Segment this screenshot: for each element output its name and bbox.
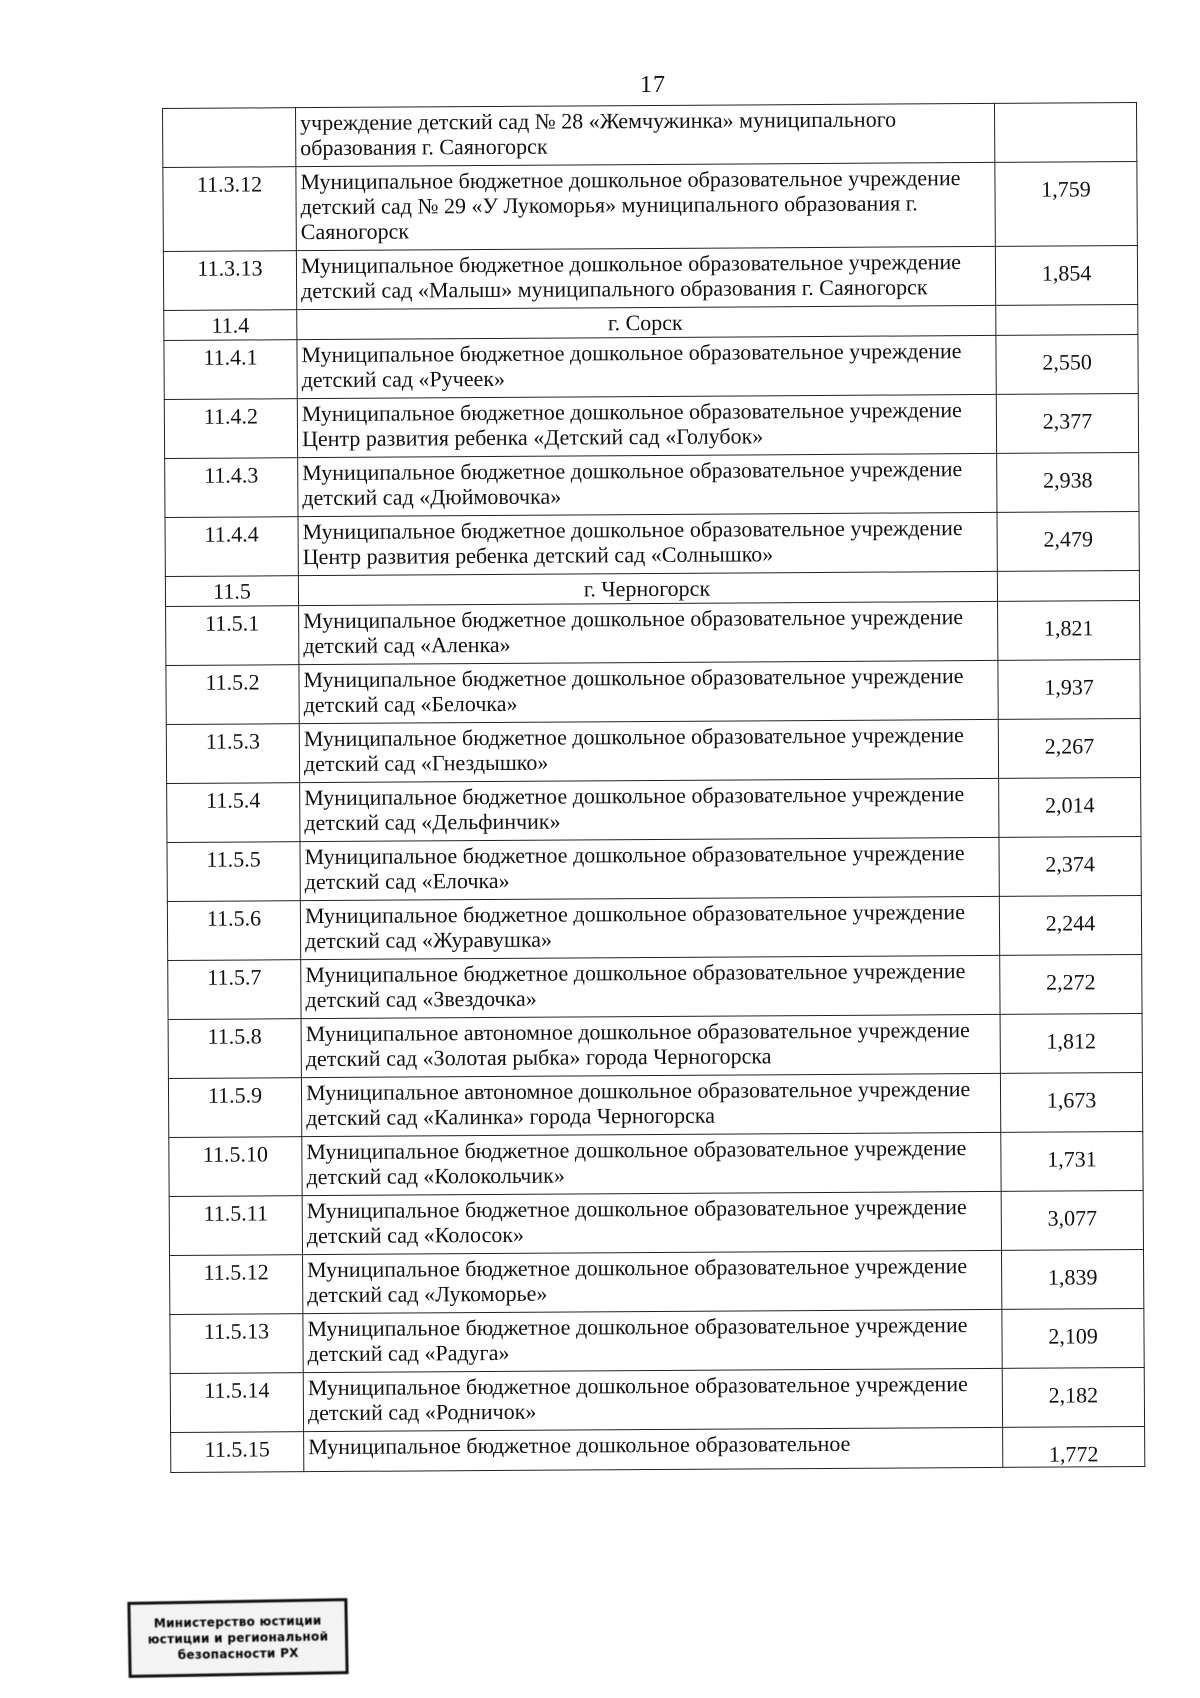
value-cell: 2,267 [998, 719, 1140, 779]
institution-name-cell: Муниципальное бюджетное дошкольное образовательное учреждение детский сад «Радуга» [303, 1309, 1002, 1372]
value-cell: 1,673 [1000, 1073, 1142, 1133]
table-row [166, 719, 1140, 784]
row-number-cell: 11.5.1 [166, 606, 299, 666]
institution-name-cell: Муниципальное бюджетное дошкольное образовательное учреждение детский сад «Аленка» [299, 601, 998, 664]
value-cell: 1,854 [995, 246, 1137, 306]
row-number-cell: 11.5.5 [167, 842, 300, 902]
row-number-cell: 11.5.6 [167, 901, 300, 961]
value-cell [996, 305, 1138, 336]
stamp-line: юстиции и региональной [147, 1629, 329, 1647]
institution-name-cell: Муниципальное бюджетное дошкольное образовательное учреждение детский сад «Ручеек» [297, 335, 996, 398]
table-row [170, 1250, 1144, 1315]
row-number-cell: 11.5.7 [168, 960, 301, 1020]
value-cell: 2,109 [1002, 1309, 1144, 1369]
row-number-cell [163, 108, 296, 168]
registration-stamp [127, 1598, 348, 1678]
value-cell: 1,821 [998, 601, 1140, 661]
tariff-table-wrapper [162, 108, 1137, 1473]
row-number-cell: 11.5.11 [169, 1196, 302, 1256]
value-cell: 2,244 [999, 896, 1141, 956]
value-cell: 2,550 [996, 335, 1138, 395]
table-row [169, 1132, 1143, 1197]
institution-name-cell: Муниципальное бюджетное дошкольное образовательное учреждение детский сад «Лукоморье» [303, 1250, 1002, 1313]
value-cell: 1,812 [1000, 1014, 1142, 1074]
row-number-cell: 11.5.2 [166, 665, 299, 725]
table-body [163, 103, 1145, 1473]
table-row [167, 896, 1141, 961]
table-row [168, 1014, 1142, 1079]
table-row [171, 1427, 1145, 1473]
row-number-cell: 11.5.14 [170, 1373, 303, 1433]
table-row [169, 1191, 1143, 1256]
institution-name-cell: учреждение детский сад № 28 «Жемчужинка» муниципального образования г. Саяногорск [296, 103, 995, 166]
row-number-cell: 11.5.15 [171, 1432, 304, 1473]
institution-name-cell: Муниципальное бюджетное дошкольное образовательное учреждение детский сад «Колосок» [302, 1191, 1001, 1254]
value-cell: 2,182 [1002, 1368, 1144, 1428]
institution-name-cell: Муниципальное автономное дошкольное образовательное учреждение детский сад «Калинка» города Черногорска [301, 1073, 1000, 1136]
institution-name-cell: Муниципальное бюджетное дошкольное образовательное учреждение детский сад «Дюймовочка» [298, 453, 997, 516]
row-number-cell: 11.4.1 [164, 340, 297, 400]
row-number-cell: 11.5.8 [168, 1019, 301, 1079]
table-row [164, 394, 1138, 459]
value-cell: 1,937 [998, 660, 1140, 720]
value-cell: 2,374 [999, 837, 1141, 897]
city-heading-cell: г. Черногорск [298, 571, 997, 605]
row-number-cell: 11.5.3 [166, 724, 299, 784]
institution-name-cell: Муниципальное бюджетное дошкольное образовательное учреждение Центр развития ребенка «Детский сад «Голубок» [297, 394, 996, 457]
row-number-cell: 11.4.2 [164, 399, 297, 459]
row-number-cell: 11.3.12 [163, 167, 297, 252]
institution-name-cell: Муниципальное бюджетное дошкольное образовательное учреждение детский сад «Журавушка» [300, 896, 999, 959]
table-row [163, 162, 1137, 252]
institution-name-cell: Муниципальное бюджетное дошкольное образовательное учреждение детский сад «Гнездышко» [299, 719, 998, 782]
row-number-cell: 11.4.4 [165, 517, 298, 577]
row-number-cell: 11.5.10 [169, 1137, 302, 1197]
row-number-cell: 11.3.13 [163, 251, 296, 311]
institution-name-cell: Муниципальное автономное дошкольное образовательное учреждение детский сад «Золотая рыбка» города Черногорска [301, 1014, 1000, 1077]
table-row [168, 955, 1142, 1020]
row-number-cell: 11.4.3 [165, 458, 298, 518]
row-number-cell: 11.5.13 [170, 1314, 303, 1374]
value-cell [997, 571, 1139, 602]
value-cell: 2,272 [1000, 955, 1142, 1015]
value-cell [994, 103, 1136, 163]
table-row [167, 837, 1141, 902]
value-cell: 3,077 [1001, 1191, 1143, 1251]
institution-name-cell: Муниципальное бюджетное дошкольное образовательное учреждение детский сад «Звездочка» [301, 955, 1000, 1018]
value-cell: 2,479 [997, 512, 1139, 572]
table-row [166, 660, 1140, 725]
table-row [166, 601, 1140, 666]
table-row [164, 335, 1138, 400]
table-row [170, 1309, 1144, 1374]
table-row [167, 778, 1141, 843]
value-cell: 1,772 [1003, 1427, 1145, 1468]
row-number-cell: 11.5 [165, 576, 298, 607]
table-row [168, 1073, 1142, 1138]
institution-name-cell: Муниципальное бюджетное дошкольное образовательное учреждение детский сад «Родничок» [303, 1368, 1002, 1431]
value-cell: 2,014 [999, 778, 1141, 838]
stamp-line: безопасности РХ [177, 1645, 299, 1663]
institution-name-cell: Муниципальное бюджетное дошкольное образовательное учреждение детский сад «Малыш» муниципального образования г. Саяногорск [296, 246, 995, 309]
institution-name-cell: Муниципальное бюджетное дошкольное образовательное учреждение детский сад № 29 «У Лукоморья» муниципального образования г. Саяногорск [296, 162, 996, 250]
institution-name-cell: Муниципальное бюджетное дошкольное образовательное учреждение детский сад «Колокольчик» [302, 1132, 1001, 1195]
table-row [163, 246, 1137, 311]
row-number-cell: 11.5.9 [168, 1078, 301, 1138]
row-number-cell: 11.5.12 [170, 1255, 303, 1315]
tariff-table [162, 102, 1145, 1473]
institution-name-cell: Муниципальное бюджетное дошкольное образовательное учреждение детский сад «Дельфинчик» [300, 778, 999, 841]
institution-name-cell: Муниципальное бюджетное дошкольное образовательное учреждение детский сад «Белочка» [299, 660, 998, 723]
value-cell: 1,731 [1001, 1132, 1143, 1192]
table-row [165, 512, 1139, 577]
table-row [165, 453, 1139, 518]
row-number-cell: 11.4 [164, 310, 297, 341]
value-cell: 1,759 [995, 162, 1138, 247]
institution-name-cell: Муниципальное бюджетное дошкольное образовательное учреждение Центр развития ребенка детский сад «Солнышко» [298, 512, 997, 575]
institution-name-cell: Муниципальное бюджетное дошкольное образовательное учреждение детский сад «Елочка» [300, 837, 999, 900]
city-heading-cell: г. Сорск [297, 305, 996, 339]
table-row [170, 1368, 1144, 1433]
table-row [163, 103, 1137, 168]
value-cell: 2,938 [997, 453, 1139, 513]
row-number-cell: 11.5.4 [167, 783, 300, 843]
value-cell: 2,377 [996, 394, 1138, 454]
page-number: 17 [640, 72, 666, 98]
stamp-line: Министерство юстиции [153, 1613, 322, 1631]
value-cell: 1,839 [1001, 1250, 1143, 1310]
institution-name-cell: Муниципальное бюджетное дошкольное образовательное [304, 1427, 1003, 1471]
